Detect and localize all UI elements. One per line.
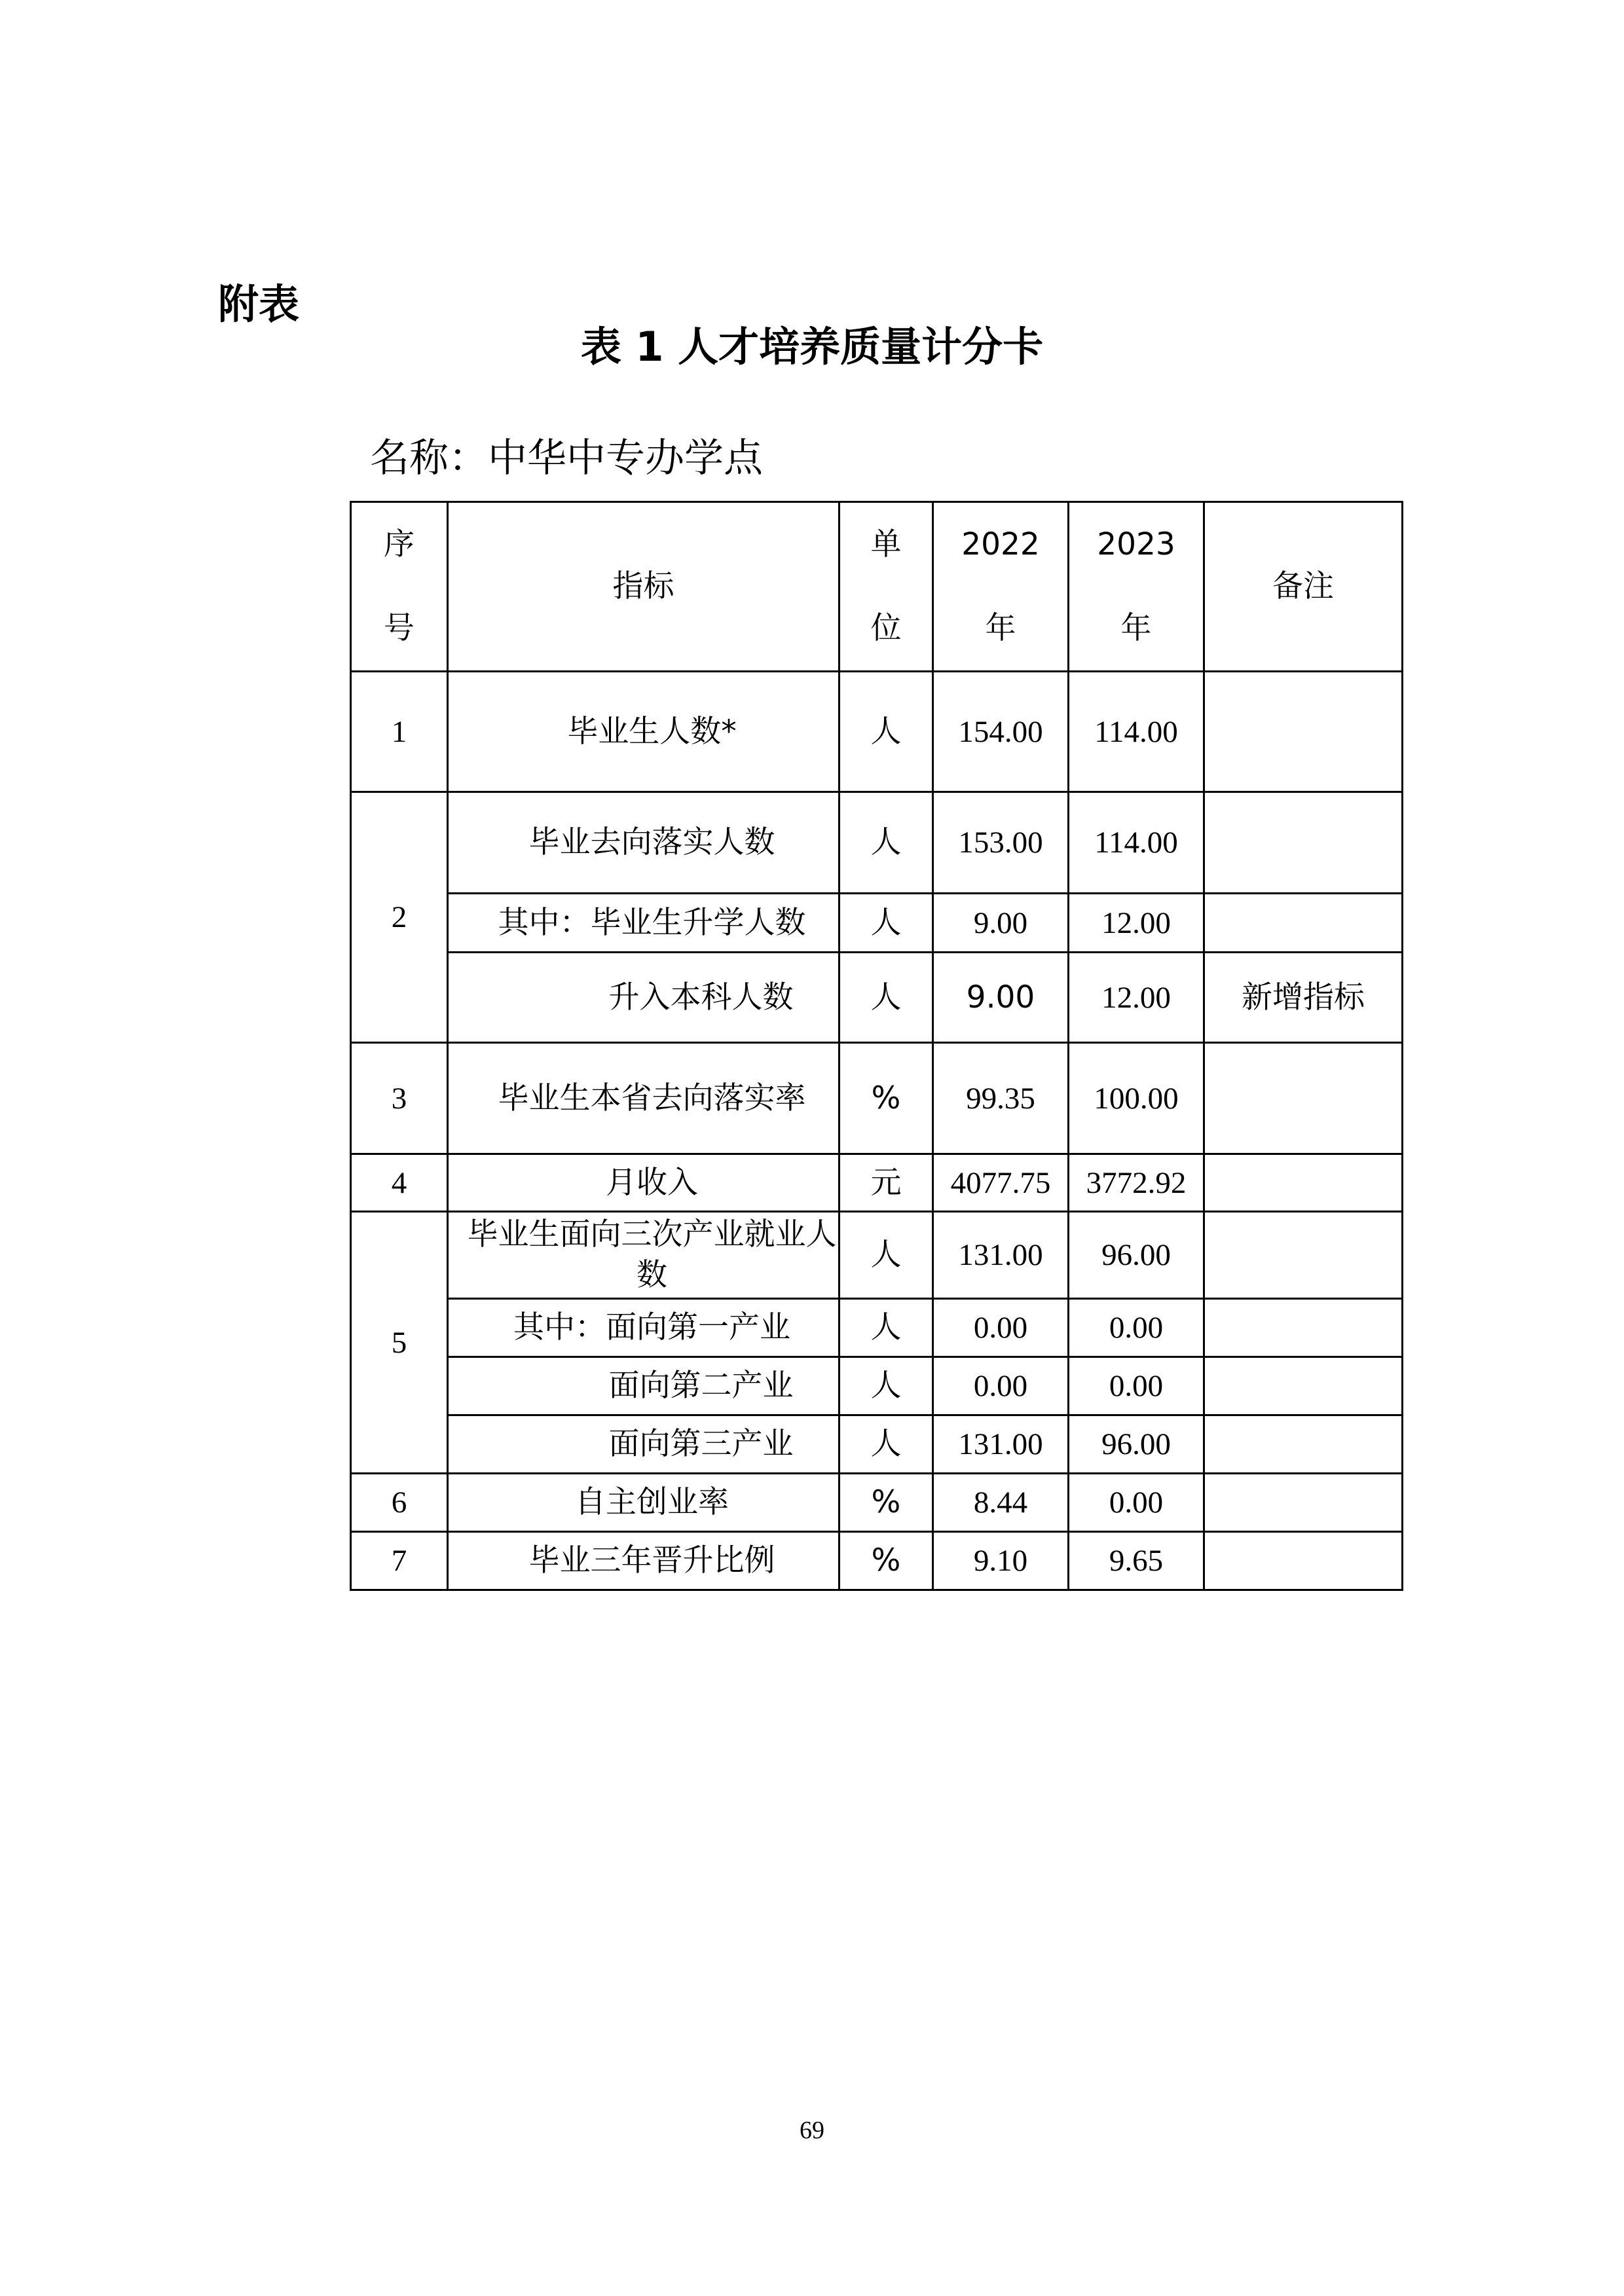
- value-2022-cell: 4077.75: [933, 1154, 1069, 1212]
- value-2022-cell: 8.44: [933, 1474, 1069, 1532]
- unit-cell: 人: [840, 1357, 933, 1415]
- header-2022-bottom: 年: [985, 610, 1016, 646]
- page-number: 69: [800, 2117, 824, 2144]
- unit-cell: 人: [840, 894, 933, 953]
- table-title: 表 1 人才培养质量计分卡: [580, 323, 1044, 371]
- table-row: [351, 1212, 1403, 1299]
- header-2022-top: 2022: [961, 526, 1040, 562]
- seq-cell: 5: [351, 1212, 448, 1474]
- value-2023-cell: 100.00: [1069, 1043, 1204, 1154]
- seq-cell: 7: [351, 1532, 448, 1590]
- unit-cell: 人: [840, 1299, 933, 1357]
- value-2023-cell: 96.00: [1069, 1212, 1204, 1299]
- value-2023-cell: 0.00: [1069, 1474, 1204, 1532]
- value-2022-cell: 131.00: [933, 1415, 1069, 1474]
- scorecard-table: [350, 501, 1403, 1591]
- table-row: [351, 792, 1403, 894]
- indicator-cell: 毕业生人数*: [448, 672, 840, 792]
- table-row: [351, 1154, 1403, 1212]
- indicator-cell: 毕业生面向三次产业就业人数: [448, 1212, 840, 1299]
- indicator-cell: 面向第三产业: [448, 1415, 840, 1474]
- remark-cell: [1204, 1154, 1403, 1212]
- header-seq-top: 序: [384, 526, 415, 562]
- header-remark: 备注: [1204, 502, 1403, 672]
- value-2023-cell: 0.00: [1069, 1357, 1204, 1415]
- remark-cell: [1204, 1474, 1403, 1532]
- remark-cell: [1204, 1212, 1403, 1299]
- seq-cell: 2: [351, 792, 448, 1043]
- table-row: [351, 1043, 1403, 1154]
- table-row: [351, 894, 1403, 953]
- header-indicator: 指标: [448, 502, 840, 672]
- indicator-cell: 毕业生本省去向落实率: [448, 1043, 840, 1154]
- indicator-cell: 毕业去向落实人数: [448, 792, 840, 894]
- remark-cell: [1204, 672, 1403, 792]
- value-2023-cell: 114.00: [1069, 792, 1204, 894]
- indicator-cell: 其中：毕业生升学人数: [448, 894, 840, 953]
- unit-cell: %: [840, 1532, 933, 1590]
- header-2022: [933, 502, 1069, 672]
- value-2023-cell: 9.65: [1069, 1532, 1204, 1590]
- header-seq-bottom: 号: [384, 610, 415, 646]
- unit-name: 名称：中华中专办学点: [370, 435, 763, 481]
- unit-cell: 人: [840, 953, 933, 1043]
- value-2023-cell: 12.00: [1069, 953, 1204, 1043]
- header-seq: [351, 502, 448, 672]
- unit-cell: 人: [840, 672, 933, 792]
- unit-cell: %: [840, 1043, 933, 1154]
- remark-cell: [1204, 1043, 1403, 1154]
- remark-cell: [1204, 1299, 1403, 1357]
- unit-cell: 人: [840, 792, 933, 894]
- header-unit: [840, 502, 933, 672]
- value-2022-cell: 131.00: [933, 1212, 1069, 1299]
- value-2022-cell: 154.00: [933, 672, 1069, 792]
- unit-cell: %: [840, 1474, 933, 1532]
- seq-cell: 3: [351, 1043, 448, 1154]
- indicator-cell: 面向第二产业: [448, 1357, 840, 1415]
- header-2023: [1069, 502, 1204, 672]
- value-2022-cell: 0.00: [933, 1357, 1069, 1415]
- indicator-cell: 升入本科人数: [448, 953, 840, 1043]
- table-row: [351, 1415, 1403, 1474]
- unit-cell: 人: [840, 1415, 933, 1474]
- header-unit-bottom: 位: [870, 610, 902, 646]
- table-row: [351, 1532, 1403, 1590]
- header-2023-bottom: 年: [1120, 610, 1152, 646]
- header-unit-top: 单: [870, 526, 902, 562]
- table-row: [351, 1357, 1403, 1415]
- unit-cell: 元: [840, 1154, 933, 1212]
- remark-cell: [1204, 1532, 1403, 1590]
- table-row: [351, 1299, 1403, 1357]
- remark-cell: [1204, 1415, 1403, 1474]
- header-2023-top: 2023: [1097, 526, 1175, 562]
- value-2022-cell: 9.10: [933, 1532, 1069, 1590]
- value-2022-cell: 0.00: [933, 1299, 1069, 1357]
- indicator-cell: 月收入: [448, 1154, 840, 1212]
- remark-cell: 新增指标: [1204, 953, 1403, 1043]
- remark-cell: [1204, 792, 1403, 894]
- remark-cell: [1204, 1357, 1403, 1415]
- value-2023-cell: 0.00: [1069, 1299, 1204, 1357]
- indicator-cell: 其中：面向第一产业: [448, 1299, 840, 1357]
- value-2023-cell: 3772.92: [1069, 1154, 1204, 1212]
- remark-cell: [1204, 894, 1403, 953]
- value-2022-cell: 9.00: [933, 894, 1069, 953]
- table-row: [351, 672, 1403, 792]
- table-row: [351, 953, 1403, 1043]
- indicator-cell: 自主创业率: [448, 1474, 840, 1532]
- table-row: [351, 1474, 1403, 1532]
- seq-cell: 1: [351, 672, 448, 792]
- header-row: [351, 502, 1403, 672]
- value-2023-cell: 114.00: [1069, 672, 1204, 792]
- value-2022-cell: 9.00: [933, 953, 1069, 1043]
- indicator-cell: 毕业三年晋升比例: [448, 1532, 840, 1590]
- seq-cell: 4: [351, 1154, 448, 1212]
- unit-cell: 人: [840, 1212, 933, 1299]
- value-2022-cell: 153.00: [933, 792, 1069, 894]
- value-2023-cell: 96.00: [1069, 1415, 1204, 1474]
- value-2023-cell: 12.00: [1069, 894, 1204, 953]
- value-2022-cell: 99.35: [933, 1043, 1069, 1154]
- appendix-label: 附表: [218, 280, 300, 328]
- seq-cell: 6: [351, 1474, 448, 1532]
